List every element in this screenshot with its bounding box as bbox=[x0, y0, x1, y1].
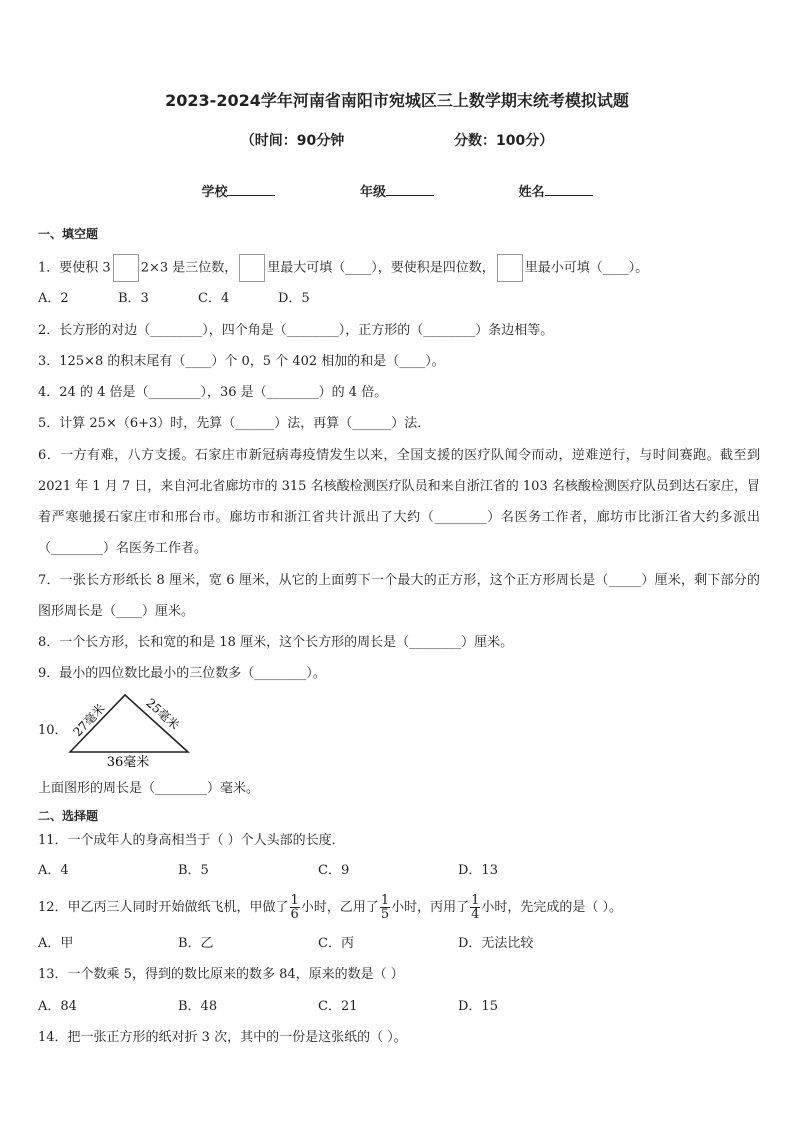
grade-blank[interactable] bbox=[386, 183, 434, 196]
question-14: 14．把一张正方形的纸对折 3 次，其中的一份是这张纸的（ ）。 bbox=[38, 1030, 407, 1045]
question-10-text: 上面图形的周长是（________）毫米。 bbox=[38, 781, 260, 796]
question-1 bbox=[38, 254, 760, 282]
left-side-label: 27毫米 bbox=[70, 701, 108, 740]
grade-label: 年级 bbox=[359, 185, 386, 200]
answer-box[interactable] bbox=[113, 254, 139, 282]
question-6: 6．一方有难，八方支援。石家庄市新冠病毒疫情发生以来，全国支援的医疗队闻令而动，逆难逆行，与时间赛跑。截至到 2021 年 1 月 7 日，来自河北省廊坊市的 315 名核酸检测医疗队员和来自浙江省的 103 名核酸检测医疗队员到达石家庄，冒着严寒驰援石家庄市和邢台市。廊坊市和浙江省共计派出了大约（________）名医务工作者，廊坊市比浙江省大约多派出（________）名医务工作者。 bbox=[38, 448, 760, 556]
q11-options bbox=[38, 861, 760, 881]
option-a[interactable]: A．84 bbox=[38, 999, 77, 1014]
question-8: 8．一个长方形，长和宽的和是 18 厘米，这个长方形的周长是（________）厘米。 bbox=[38, 635, 514, 650]
option-c[interactable]: C．21 bbox=[318, 999, 358, 1014]
q1-options bbox=[38, 289, 760, 309]
name-label: 姓名 bbox=[518, 185, 545, 200]
option-d[interactable]: D．15 bbox=[458, 999, 498, 1014]
option-a[interactable]: A．甲 bbox=[38, 936, 74, 951]
q12-text-3: 小时，丙用了 bbox=[391, 900, 470, 915]
q12-text-2: 小时，乙用了 bbox=[300, 900, 379, 915]
exam-meta bbox=[0, 130, 794, 150]
option-b[interactable]: B．5 bbox=[178, 863, 209, 878]
option-d[interactable]: D．13 bbox=[458, 863, 498, 878]
question-4: 4．24 的 4 倍是（________），36 是（________）的 4 倍。 bbox=[38, 385, 388, 400]
time-limit: （时间：90分钟 bbox=[240, 133, 345, 149]
option-b[interactable]: B．乙 bbox=[178, 936, 214, 951]
question-5: 5．计算 25×（6+3）时，先算（______）法，再算（______）法． bbox=[38, 416, 431, 431]
q12-text-4: 小时，先完成的是（ ）。 bbox=[481, 900, 623, 915]
question-9: 9．最小的四位数比最小的三位数多（________）。 bbox=[38, 666, 326, 681]
fraction: $\frac{1}{4}$ bbox=[471, 893, 480, 922]
triangle-figure bbox=[60, 690, 200, 770]
option-c[interactable]: C．4 bbox=[198, 291, 230, 306]
option-c[interactable]: C．丙 bbox=[318, 936, 354, 951]
page-title: 2023-2024学年河南省南阳市宛城区三上数学期末统考模拟试题 bbox=[165, 91, 629, 110]
q1-text-1: 1．要使积 3 bbox=[38, 260, 111, 276]
q1-text-4: 里最小可填（____）。 bbox=[524, 260, 649, 276]
answer-box[interactable] bbox=[497, 254, 523, 282]
q13-options bbox=[38, 997, 760, 1017]
question-13: 13．一个数乘 5，得到的数比原来的数多 84，原来的数是（ ） bbox=[38, 967, 404, 982]
answer-box[interactable] bbox=[239, 254, 265, 282]
school-blank[interactable] bbox=[227, 183, 275, 196]
option-b[interactable]: B．3 bbox=[118, 291, 149, 306]
q10-number: 10． bbox=[38, 723, 68, 738]
school-label: 学校 bbox=[201, 185, 228, 200]
question-7: 7．一张长方形纸长 8 厘米，宽 6 厘米，从它的上面剪下一个最大的正方形，这个正方形周长是（_____）厘米，剩下部分的图形周长是（____）厘米。 bbox=[38, 573, 760, 619]
option-d[interactable]: D．5 bbox=[278, 291, 310, 306]
question-2: 2．长方形的对边（________），四个角是（________），正方形的（________）条边相等。 bbox=[38, 323, 554, 338]
option-c[interactable]: C．9 bbox=[318, 863, 350, 878]
student-info bbox=[0, 181, 794, 200]
option-b[interactable]: B．48 bbox=[178, 999, 218, 1014]
bottom-side-label: 36毫米 bbox=[106, 755, 150, 770]
option-a[interactable]: A．4 bbox=[38, 863, 69, 878]
question-11: 11．一个成年人的身高相当于（ ）个人头部的长度． bbox=[38, 833, 345, 848]
option-d[interactable]: D．无法比较 bbox=[458, 936, 534, 951]
section-heading-fill: 一、填空题 bbox=[38, 227, 99, 241]
question-3: 3．125×8 的积末尾有（____）个 0，5 个 402 相加的和是（____）。 bbox=[38, 354, 445, 369]
section-heading-choice: 二、选择题 bbox=[38, 809, 99, 823]
name-blank[interactable] bbox=[545, 183, 593, 196]
fraction: $\frac{1}{5}$ bbox=[380, 893, 390, 922]
total-score: 分数：100分） bbox=[454, 133, 554, 149]
option-a[interactable]: A．2 bbox=[38, 291, 69, 306]
q12-options bbox=[38, 934, 760, 954]
question-12 bbox=[38, 893, 760, 923]
fraction: $\frac{1}{6}$ bbox=[290, 893, 299, 922]
q1-text-3: 里最大可填（____），要使积是四位数， bbox=[267, 260, 495, 276]
q12-text-1: 12．甲乙丙三人同时开始做纸飞机，甲做了 bbox=[38, 900, 289, 915]
q1-text-2: 2×3 是三位数， bbox=[140, 260, 238, 276]
right-side-label: 25毫米 bbox=[143, 695, 182, 733]
